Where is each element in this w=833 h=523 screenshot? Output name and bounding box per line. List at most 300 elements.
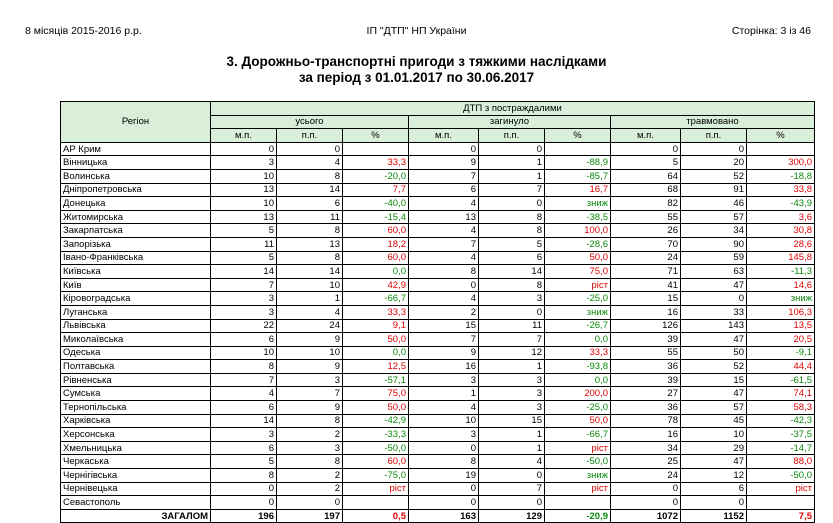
pct-change-cell: 30,8 bbox=[747, 224, 815, 238]
region-name: Севастополь bbox=[61, 496, 211, 510]
col-this-year: п.п. bbox=[479, 129, 545, 143]
prev-count-cell: 7 bbox=[409, 237, 479, 251]
prev-count-cell: 0 bbox=[211, 142, 277, 156]
prev-count-cell: 78 bbox=[611, 414, 681, 428]
curr-count-cell: 14 bbox=[277, 183, 343, 197]
pct-change-cell bbox=[747, 496, 815, 510]
region-name: Київська bbox=[61, 265, 211, 279]
curr-count-cell: 24 bbox=[277, 319, 343, 333]
pct-change-cell: -9,1 bbox=[747, 346, 815, 360]
curr-count-cell: 8 bbox=[277, 251, 343, 265]
region-name: Вінницька bbox=[61, 156, 211, 170]
pct-change-cell: 28,6 bbox=[747, 237, 815, 251]
col-this-year: п.п. bbox=[277, 129, 343, 143]
curr-count-cell: 129 bbox=[479, 509, 545, 523]
table-row bbox=[61, 305, 815, 319]
prev-count-cell: 41 bbox=[611, 278, 681, 292]
pct-change-cell: зниж bbox=[747, 292, 815, 306]
prev-count-cell: 0 bbox=[211, 496, 277, 510]
curr-count-cell: 10 bbox=[681, 428, 747, 442]
curr-count-cell: 9 bbox=[277, 401, 343, 415]
prev-count-cell: 13 bbox=[211, 183, 277, 197]
prev-count-cell: 55 bbox=[611, 210, 681, 224]
curr-count-cell: 4 bbox=[277, 305, 343, 319]
pct-change-cell: 50,0 bbox=[343, 401, 409, 415]
prev-count-cell: 55 bbox=[611, 346, 681, 360]
curr-count-cell: 12 bbox=[681, 469, 747, 483]
col-prev-year: м.п. bbox=[611, 129, 681, 143]
pct-change-cell: -57,1 bbox=[343, 373, 409, 387]
prev-count-cell: 5 bbox=[611, 156, 681, 170]
pct-change-cell: -20,0 bbox=[343, 169, 409, 183]
curr-count-cell: 4 bbox=[479, 455, 545, 469]
pct-change-cell: -50,0 bbox=[545, 455, 611, 469]
table-row bbox=[61, 319, 815, 333]
pct-change-cell: -33,3 bbox=[343, 428, 409, 442]
system-name: ІП "ДТП" НП України bbox=[366, 25, 467, 37]
pct-change-cell bbox=[343, 142, 409, 156]
prev-count-cell: 4 bbox=[409, 292, 479, 306]
pct-change-cell: 300,0 bbox=[747, 156, 815, 170]
prev-count-cell: 6 bbox=[211, 441, 277, 455]
prev-count-cell: 27 bbox=[611, 387, 681, 401]
prev-count-cell: 9 bbox=[409, 346, 479, 360]
table-row bbox=[61, 265, 815, 279]
pct-change-cell: -15,4 bbox=[343, 210, 409, 224]
prev-count-cell: 16 bbox=[409, 360, 479, 374]
pct-change-cell: ріст bbox=[343, 482, 409, 496]
pct-change-cell bbox=[545, 496, 611, 510]
curr-count-cell: 2 bbox=[277, 428, 343, 442]
curr-count-cell: 143 bbox=[681, 319, 747, 333]
curr-count-cell: 12 bbox=[479, 346, 545, 360]
table-row bbox=[61, 197, 815, 211]
prev-count-cell: 4 bbox=[409, 251, 479, 265]
prev-count-cell: 82 bbox=[611, 197, 681, 211]
prev-count-cell: 196 bbox=[211, 509, 277, 523]
table-row bbox=[61, 346, 815, 360]
curr-count-cell: 8 bbox=[277, 224, 343, 238]
pct-change-cell: -66,7 bbox=[343, 292, 409, 306]
prev-count-cell: 22 bbox=[211, 319, 277, 333]
curr-count-cell: 15 bbox=[479, 414, 545, 428]
pct-change-cell: 33,3 bbox=[343, 305, 409, 319]
col-this-year: п.п. bbox=[681, 129, 747, 143]
prev-count-cell: 1072 bbox=[611, 509, 681, 523]
pct-change-cell: 0,5 bbox=[343, 509, 409, 523]
prev-count-cell: 26 bbox=[611, 224, 681, 238]
pct-change-cell: -26,7 bbox=[545, 319, 611, 333]
pct-change-cell: 88,0 bbox=[747, 455, 815, 469]
curr-count-cell: 1 bbox=[479, 441, 545, 455]
page-indicator: Сторінка: 3 із 46 bbox=[731, 25, 811, 37]
pct-change-cell: 50,0 bbox=[545, 414, 611, 428]
table-row bbox=[61, 482, 815, 496]
report-period: 8 місяців 2015-2016 р.р. bbox=[25, 25, 142, 37]
curr-count-cell: 2 bbox=[277, 482, 343, 496]
pct-change-cell: ріст bbox=[545, 441, 611, 455]
prev-count-cell: 8 bbox=[211, 469, 277, 483]
region-name: Дніпропетровська bbox=[61, 183, 211, 197]
region-name: Чернівецька bbox=[61, 482, 211, 496]
subgroup-killed-header: загинуло bbox=[409, 115, 611, 129]
region-name: Львівська bbox=[61, 319, 211, 333]
prev-count-cell: 0 bbox=[611, 142, 681, 156]
curr-count-cell: 1 bbox=[277, 292, 343, 306]
prev-count-cell: 2 bbox=[409, 305, 479, 319]
pct-change-cell: 0,0 bbox=[545, 373, 611, 387]
region-name: Волинська bbox=[61, 169, 211, 183]
pct-change-cell: -61,5 bbox=[747, 373, 815, 387]
prev-count-cell: 7 bbox=[409, 333, 479, 347]
curr-count-cell: 0 bbox=[681, 292, 747, 306]
pct-change-cell: зниж bbox=[545, 197, 611, 211]
table-row bbox=[61, 156, 815, 170]
curr-count-cell: 20 bbox=[681, 156, 747, 170]
pct-change-cell: 60,0 bbox=[343, 224, 409, 238]
col-percent: % bbox=[343, 129, 409, 143]
pct-change-cell: 106,3 bbox=[747, 305, 815, 319]
group-header: ДТП з постраждалими bbox=[211, 102, 815, 116]
pct-change-cell: -50,0 bbox=[747, 469, 815, 483]
curr-count-cell: 9 bbox=[277, 333, 343, 347]
curr-count-cell: 29 bbox=[681, 441, 747, 455]
prev-count-cell: 0 bbox=[409, 278, 479, 292]
pct-change-cell: -50,0 bbox=[343, 441, 409, 455]
table-row bbox=[61, 414, 815, 428]
prev-count-cell: 4 bbox=[409, 197, 479, 211]
pct-change-cell: 33,3 bbox=[545, 346, 611, 360]
pct-change-cell: 50,0 bbox=[343, 333, 409, 347]
curr-count-cell: 10 bbox=[277, 278, 343, 292]
prev-count-cell: 36 bbox=[611, 401, 681, 415]
curr-count-cell: 47 bbox=[681, 333, 747, 347]
prev-count-cell: 24 bbox=[611, 469, 681, 483]
prev-count-cell: 6 bbox=[211, 333, 277, 347]
prev-count-cell: 6 bbox=[409, 183, 479, 197]
curr-count-cell: 52 bbox=[681, 169, 747, 183]
curr-count-cell: 0 bbox=[277, 142, 343, 156]
prev-count-cell: 9 bbox=[409, 156, 479, 170]
prev-count-cell: 34 bbox=[611, 441, 681, 455]
prev-count-cell: 1 bbox=[409, 387, 479, 401]
curr-count-cell: 8 bbox=[479, 224, 545, 238]
curr-count-cell: 11 bbox=[479, 319, 545, 333]
curr-count-cell: 0 bbox=[479, 142, 545, 156]
prev-count-cell: 10 bbox=[211, 169, 277, 183]
total-row bbox=[61, 509, 815, 523]
pct-change-cell: -40,0 bbox=[343, 197, 409, 211]
prev-count-cell: 0 bbox=[409, 441, 479, 455]
curr-count-cell: 90 bbox=[681, 237, 747, 251]
table-row bbox=[61, 333, 815, 347]
pct-change-cell bbox=[747, 142, 815, 156]
curr-count-cell: 6 bbox=[479, 251, 545, 265]
prev-count-cell: 14 bbox=[211, 414, 277, 428]
curr-count-cell: 0 bbox=[681, 142, 747, 156]
region-name: Хмельницька bbox=[61, 441, 211, 455]
curr-count-cell: 15 bbox=[681, 373, 747, 387]
curr-count-cell: 1 bbox=[479, 156, 545, 170]
pct-change-cell: 74,1 bbox=[747, 387, 815, 401]
prev-count-cell: 3 bbox=[211, 428, 277, 442]
table-row bbox=[61, 387, 815, 401]
region-name: Рівненська bbox=[61, 373, 211, 387]
prev-count-cell: 16 bbox=[611, 428, 681, 442]
prev-count-cell: 7 bbox=[211, 373, 277, 387]
pct-change-cell: 58,3 bbox=[747, 401, 815, 415]
table-row bbox=[61, 251, 815, 265]
pct-change-cell: 13,5 bbox=[747, 319, 815, 333]
prev-count-cell: 8 bbox=[409, 265, 479, 279]
pct-change-cell: зниж bbox=[545, 469, 611, 483]
prev-count-cell: 4 bbox=[409, 401, 479, 415]
curr-count-cell: 3 bbox=[479, 373, 545, 387]
subgroup-total-header: усього bbox=[211, 115, 409, 129]
curr-count-cell: 11 bbox=[277, 210, 343, 224]
prev-count-cell: 3 bbox=[409, 428, 479, 442]
prev-count-cell: 8 bbox=[409, 455, 479, 469]
curr-count-cell: 14 bbox=[479, 265, 545, 279]
pct-change-cell: 75,0 bbox=[545, 265, 611, 279]
prev-count-cell: 7 bbox=[409, 169, 479, 183]
table-row bbox=[61, 210, 815, 224]
pct-change-cell: 33,8 bbox=[747, 183, 815, 197]
pct-change-cell: 3,6 bbox=[747, 210, 815, 224]
pct-change-cell: -42,9 bbox=[343, 414, 409, 428]
curr-count-cell: 1 bbox=[479, 360, 545, 374]
table-row bbox=[61, 373, 815, 387]
prev-count-cell: 14 bbox=[211, 265, 277, 279]
curr-count-cell: 14 bbox=[277, 265, 343, 279]
pct-change-cell: -88,9 bbox=[545, 156, 611, 170]
curr-count-cell: 47 bbox=[681, 278, 747, 292]
table-row bbox=[61, 496, 815, 510]
prev-count-cell: 163 bbox=[409, 509, 479, 523]
pct-change-cell: 7,7 bbox=[343, 183, 409, 197]
region-name: Полтавська bbox=[61, 360, 211, 374]
pct-change-cell: -20,9 bbox=[545, 509, 611, 523]
curr-count-cell: 52 bbox=[681, 360, 747, 374]
prev-count-cell: 3 bbox=[409, 373, 479, 387]
prev-count-cell: 15 bbox=[409, 319, 479, 333]
pct-change-cell: 7,5 bbox=[747, 509, 815, 523]
prev-count-cell: 36 bbox=[611, 360, 681, 374]
prev-count-cell: 39 bbox=[611, 373, 681, 387]
prev-count-cell: 4 bbox=[409, 224, 479, 238]
pct-change-cell: -93,8 bbox=[545, 360, 611, 374]
curr-count-cell: 5 bbox=[479, 237, 545, 251]
pct-change-cell: ріст bbox=[545, 482, 611, 496]
pct-change-cell: -11,3 bbox=[747, 265, 815, 279]
pct-change-cell: -28,6 bbox=[545, 237, 611, 251]
pct-change-cell: ріст bbox=[747, 482, 815, 496]
pct-change-cell: -25,0 bbox=[545, 401, 611, 415]
table-row bbox=[61, 169, 815, 183]
subgroup-injured-header: травмовано bbox=[611, 115, 815, 129]
curr-count-cell: 9 bbox=[277, 360, 343, 374]
prev-count-cell: 0 bbox=[611, 482, 681, 496]
region-name: Миколаївська bbox=[61, 333, 211, 347]
curr-count-cell: 34 bbox=[681, 224, 747, 238]
curr-count-cell: 0 bbox=[277, 496, 343, 510]
prev-count-cell: 19 bbox=[409, 469, 479, 483]
curr-count-cell: 50 bbox=[681, 346, 747, 360]
curr-count-cell: 3 bbox=[277, 441, 343, 455]
col-prev-year: м.п. bbox=[409, 129, 479, 143]
curr-count-cell: 1 bbox=[479, 169, 545, 183]
pct-change-cell: -38,5 bbox=[545, 210, 611, 224]
pct-change-cell: зниж bbox=[545, 305, 611, 319]
curr-count-cell: 10 bbox=[277, 346, 343, 360]
curr-count-cell: 8 bbox=[277, 455, 343, 469]
prev-count-cell: 0 bbox=[409, 142, 479, 156]
table-row bbox=[61, 278, 815, 292]
curr-count-cell: 6 bbox=[277, 197, 343, 211]
region-name: Кіровоградська bbox=[61, 292, 211, 306]
pct-change-cell: 75,0 bbox=[343, 387, 409, 401]
region-name: Запорізька bbox=[61, 237, 211, 251]
curr-count-cell: 0 bbox=[479, 197, 545, 211]
curr-count-cell: 197 bbox=[277, 509, 343, 523]
pct-change-cell: -75,0 bbox=[343, 469, 409, 483]
prev-count-cell: 4 bbox=[211, 387, 277, 401]
curr-count-cell: 8 bbox=[479, 210, 545, 224]
pct-change-cell: 0,0 bbox=[545, 333, 611, 347]
curr-count-cell: 7 bbox=[479, 183, 545, 197]
curr-count-cell: 47 bbox=[681, 455, 747, 469]
table-row bbox=[61, 360, 815, 374]
col-percent: % bbox=[747, 129, 815, 143]
region-name: Чернігівська bbox=[61, 469, 211, 483]
table-row bbox=[61, 224, 815, 238]
region-name: Житомирська bbox=[61, 210, 211, 224]
region-name: Сумська bbox=[61, 387, 211, 401]
total-label: ЗАГАЛОМ bbox=[61, 509, 211, 523]
table-row bbox=[61, 441, 815, 455]
curr-count-cell: 57 bbox=[681, 401, 747, 415]
pct-change-cell: -37,5 bbox=[747, 428, 815, 442]
prev-count-cell: 0 bbox=[211, 482, 277, 496]
prev-count-cell: 13 bbox=[211, 210, 277, 224]
prev-count-cell: 70 bbox=[611, 237, 681, 251]
pct-change-cell: 60,0 bbox=[343, 455, 409, 469]
region-name: Черкаська bbox=[61, 455, 211, 469]
table-row bbox=[61, 237, 815, 251]
prev-count-cell: 0 bbox=[409, 496, 479, 510]
pct-change-cell: 145,8 bbox=[747, 251, 815, 265]
prev-count-cell: 16 bbox=[611, 305, 681, 319]
curr-count-cell: 7 bbox=[479, 333, 545, 347]
curr-count-cell: 3 bbox=[479, 292, 545, 306]
table-row bbox=[61, 142, 815, 156]
curr-count-cell: 46 bbox=[681, 197, 747, 211]
pct-change-cell: 42,9 bbox=[343, 278, 409, 292]
curr-count-cell: 4 bbox=[277, 156, 343, 170]
region-name: Харківська bbox=[61, 414, 211, 428]
pct-change-cell: 14,6 bbox=[747, 278, 815, 292]
pct-change-cell: 60,0 bbox=[343, 251, 409, 265]
pct-change-cell: -43,9 bbox=[747, 197, 815, 211]
region-name: АР Крим bbox=[61, 142, 211, 156]
pct-change-cell: 20,5 bbox=[747, 333, 815, 347]
pct-change-cell: 100,0 bbox=[545, 224, 611, 238]
prev-count-cell: 5 bbox=[211, 251, 277, 265]
table-row bbox=[61, 401, 815, 415]
table-row bbox=[61, 428, 815, 442]
pct-change-cell: -42,3 bbox=[747, 414, 815, 428]
region-name: Тернопільська bbox=[61, 401, 211, 415]
curr-count-cell: 7 bbox=[277, 387, 343, 401]
pct-change-cell: -66,7 bbox=[545, 428, 611, 442]
pct-change-cell: 33,3 bbox=[343, 156, 409, 170]
curr-count-cell: 0 bbox=[479, 496, 545, 510]
region-name: Луганська bbox=[61, 305, 211, 319]
prev-count-cell: 3 bbox=[211, 292, 277, 306]
curr-count-cell: 3 bbox=[277, 373, 343, 387]
curr-count-cell: 8 bbox=[277, 414, 343, 428]
curr-count-cell: 1 bbox=[479, 428, 545, 442]
curr-count-cell: 57 bbox=[681, 210, 747, 224]
prev-count-cell: 68 bbox=[611, 183, 681, 197]
prev-count-cell: 10 bbox=[409, 414, 479, 428]
table-row bbox=[61, 183, 815, 197]
curr-count-cell: 13 bbox=[277, 237, 343, 251]
pct-change-cell: 12,5 bbox=[343, 360, 409, 374]
curr-count-cell: 2 bbox=[277, 469, 343, 483]
table-row bbox=[61, 469, 815, 483]
col-prev-year: м.п. bbox=[211, 129, 277, 143]
prev-count-cell: 64 bbox=[611, 169, 681, 183]
pct-change-cell bbox=[545, 142, 611, 156]
pct-change-cell: 50,0 bbox=[545, 251, 611, 265]
col-percent: % bbox=[545, 129, 611, 143]
prev-count-cell: 13 bbox=[409, 210, 479, 224]
pct-change-cell: 44,4 bbox=[747, 360, 815, 374]
pct-change-cell bbox=[343, 496, 409, 510]
prev-count-cell: 11 bbox=[211, 237, 277, 251]
prev-count-cell: 126 bbox=[611, 319, 681, 333]
pct-change-cell: 0,0 bbox=[343, 265, 409, 279]
curr-count-cell: 91 bbox=[681, 183, 747, 197]
curr-count-cell: 6 bbox=[681, 482, 747, 496]
table-row bbox=[61, 292, 815, 306]
region-name: Івано-Франківська bbox=[61, 251, 211, 265]
prev-count-cell: 6 bbox=[211, 401, 277, 415]
prev-count-cell: 10 bbox=[211, 197, 277, 211]
curr-count-cell: 0 bbox=[681, 496, 747, 510]
table-body bbox=[61, 142, 815, 523]
region-name: Київ bbox=[61, 278, 211, 292]
region-name: Закарпатська bbox=[61, 224, 211, 238]
curr-count-cell: 0 bbox=[479, 305, 545, 319]
curr-count-cell: 3 bbox=[479, 387, 545, 401]
curr-count-cell: 63 bbox=[681, 265, 747, 279]
page-title: 3. Дорожньо-транспортні пригоди з тяжкими наслідками bbox=[226, 54, 607, 69]
region-name: Херсонська bbox=[61, 428, 211, 442]
prev-count-cell: 8 bbox=[211, 360, 277, 374]
curr-count-cell: 45 bbox=[681, 414, 747, 428]
pct-change-cell: ріст bbox=[545, 278, 611, 292]
curr-count-cell: 3 bbox=[479, 401, 545, 415]
prev-count-cell: 5 bbox=[211, 455, 277, 469]
prev-count-cell: 3 bbox=[211, 156, 277, 170]
pct-change-cell: -85,7 bbox=[545, 169, 611, 183]
curr-count-cell: 47 bbox=[681, 387, 747, 401]
pct-change-cell: -14,7 bbox=[747, 441, 815, 455]
prev-count-cell: 10 bbox=[211, 346, 277, 360]
pct-change-cell: -25,0 bbox=[545, 292, 611, 306]
